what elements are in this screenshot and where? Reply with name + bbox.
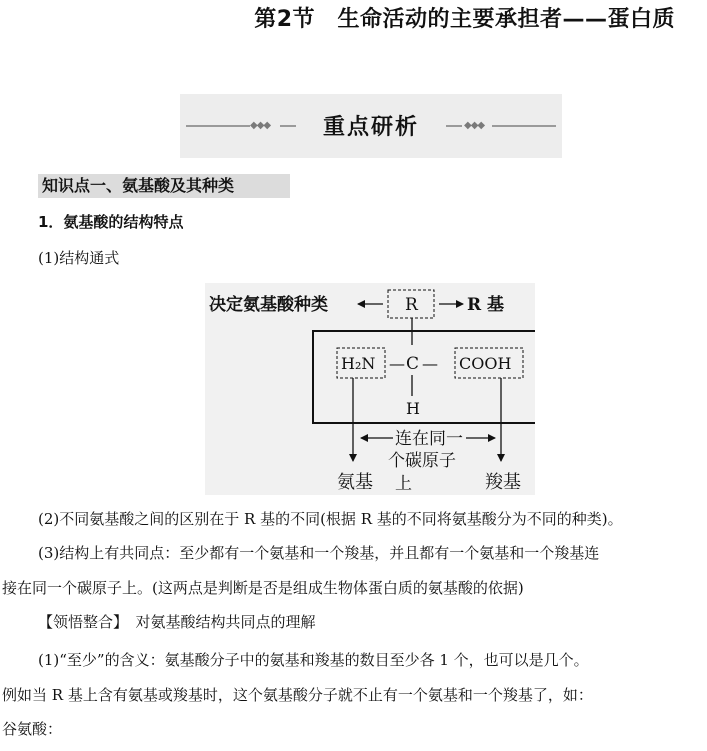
note-line-1: 连在同一: [395, 429, 463, 449]
section-heading: 1．氨基酸的结构特点: [38, 213, 184, 231]
r-label: R: [405, 295, 418, 315]
central-carbon: C: [406, 354, 420, 374]
carboxyl-group-label: COOH: [459, 354, 512, 373]
subheading-structure-formula: (1)结构通式: [38, 249, 120, 267]
banner-right-line: [492, 125, 556, 127]
amino-acid-structure-diagram: [205, 283, 535, 495]
banner-right-ornament: ◆◆◆: [464, 120, 485, 131]
banner-left-ornament: ◆◆◆: [250, 120, 271, 131]
note-line-2: 个碳原子: [388, 451, 456, 471]
knowledge-point-heading: 知识点一、氨基酸及其种类: [38, 174, 290, 198]
note-line-3: 上: [395, 474, 412, 494]
paragraph-at-least-line-2: 例如当 R 基上含有氨基或羧基时，这个氨基酸分子就不止有一个氨基和一个羧基了，如：: [2, 686, 593, 704]
hydrogen-label: H: [406, 399, 420, 418]
label-carboxyl-group: 羧基: [485, 472, 521, 493]
paragraph-at-least-line-1: (1)“至少”的含义：氨基酸分子中的氨基和羧基的数目至少各 1 个，也可以是几个。: [38, 651, 589, 669]
bond-left: —: [389, 354, 405, 373]
frame-box: [313, 331, 535, 423]
paragraph-r-group-difference: (2)不同氨基酸之间的区别在于 R 基的不同(根据 R 基的不同将氨基酸分为不同的种类)。: [38, 510, 623, 528]
label-amino-group: 氨基: [337, 472, 373, 493]
section-banner: [180, 94, 562, 158]
insight-heading: 【领悟整合】 对氨基酸结构共同点的理解: [38, 613, 316, 631]
page-title: 第2节 生命活动的主要承担者——蛋白质: [254, 7, 675, 32]
paragraph-at-least-line-3: 谷氨酸：: [2, 720, 63, 738]
amino-group-label: H₂N: [341, 354, 376, 373]
label-r-group: R 基: [467, 295, 505, 315]
paragraph-common-points-line-1: (3)结构上有共同点：至少都有一个氨基和一个羧基，并且都有一个氨基和一个羧基连: [38, 544, 600, 562]
label-determines-type: 决定氨基酸种类: [209, 295, 328, 315]
bond-right: —: [422, 354, 438, 373]
banner-title: 重点研析: [322, 115, 419, 140]
banner-right-line-2: [446, 125, 462, 127]
paragraph-common-points-line-2: 接在同一个碳原子上。(这两点是判断是否是组成生物体蛋白质的氨基酸的依据): [2, 579, 524, 597]
